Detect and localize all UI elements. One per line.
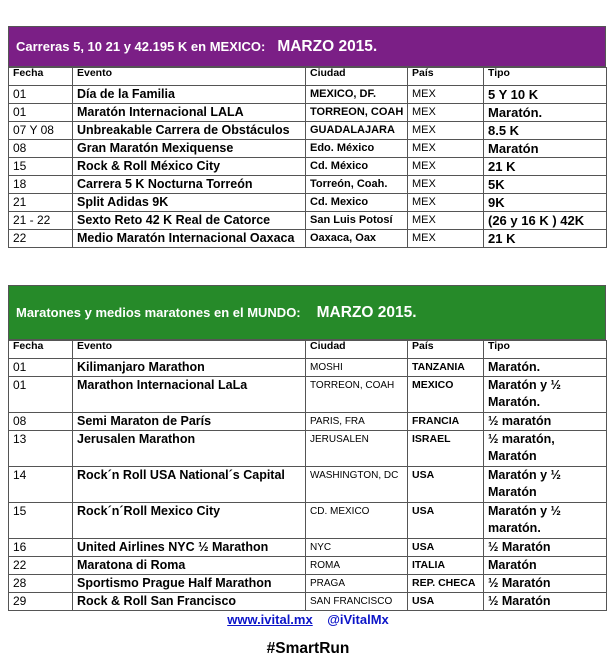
world-banner [8,285,606,340]
cell-fecha: 15 [9,158,73,176]
header-evento: Evento [73,68,306,86]
cell-fecha: 01 [9,104,73,122]
cell-evento: Día de la Familia [73,86,306,104]
cell-ciudad: ROMA [306,557,408,575]
cell-evento: Marathon Internacional LaLa [73,377,306,413]
cell-tipo: ½ Maratón [484,575,607,593]
mexico-section [8,26,606,248]
cell-tipo: 9K [484,194,607,212]
cell-ciudad: Cd. Mexico [306,194,408,212]
world-banner-month: MARZO 2015. [316,303,417,321]
cell-evento: Split Adidas 9K [73,194,306,212]
table-header-row [9,341,607,359]
cell-fecha: 21 [9,194,73,212]
cell-evento: Kilimanjaro Marathon [73,359,306,377]
cell-tipo: Maratón. [484,104,607,122]
cell-ciudad: WASHINGTON, DC [306,467,408,503]
cell-ciudad: GUADALAJARA [306,122,408,140]
cell-evento: Rock´n Roll USA National´s Capital [73,467,306,503]
cell-ciudad: TORREON, COAH [306,377,408,413]
table-row [9,104,607,122]
table-row [9,467,607,503]
cell-pais: MEX [408,140,484,158]
table-row [9,431,607,467]
mexico-banner-title: Carreras 5, 10 21 y 42.195 K en MEXICO: [16,39,266,54]
table-row [9,212,607,230]
table-row [9,557,607,575]
table-row [9,359,607,377]
cell-pais: MEX [408,176,484,194]
cell-ciudad: JERUSALEN [306,431,408,467]
cell-evento: Sexto Reto 42 K Real de Catorce [73,212,306,230]
cell-ciudad: TORREON, COAH [306,104,408,122]
mexico-races-table [8,67,607,248]
cell-fecha: 21 - 22 [9,212,73,230]
table-row [9,86,607,104]
cell-pais: MEX [408,158,484,176]
twitter-handle[interactable]: @iVitalMx [327,612,389,627]
cell-tipo: 8.5 K [484,122,607,140]
cell-pais: FRANCIA [408,413,484,431]
cell-evento: Rock´n´Roll Mexico City [73,503,306,539]
cell-fecha: 13 [9,431,73,467]
cell-tipo: 5 Y 10 K [484,86,607,104]
cell-evento: Carrera 5 K Nocturna Torreón [73,176,306,194]
cell-evento: Semi Maraton de París [73,413,306,431]
cell-evento: United Airlines NYC ½ Marathon [73,539,306,557]
cell-pais: ITALIA [408,557,484,575]
cell-tipo: (26 y 16 K ) 42K [484,212,607,230]
cell-ciudad: Cd. México [306,158,408,176]
cell-fecha: 14 [9,467,73,503]
cell-evento: Medio Maratón Internacional Oaxaca [73,230,306,248]
cell-fecha: 01 [9,86,73,104]
table-row [9,230,607,248]
cell-pais: USA [408,467,484,503]
cell-pais: MEX [408,230,484,248]
header-pais: País [408,68,484,86]
cell-fecha: 15 [9,503,73,539]
cell-ciudad: CD. MEXICO [306,503,408,539]
cell-ciudad: MOSHI [306,359,408,377]
cell-tipo: Maratón y ½ Maratón. [484,377,607,413]
cell-pais: MEX [408,122,484,140]
cell-ciudad: NYC [306,539,408,557]
cell-evento: Rock & Roll México City [73,158,306,176]
cell-fecha: 08 [9,413,73,431]
header-pais: País [408,341,484,359]
cell-pais: MEX [408,194,484,212]
table-row [9,413,607,431]
cell-evento: Maratona di Roma [73,557,306,575]
cell-ciudad: Edo. México [306,140,408,158]
cell-tipo: Maratón y ½ Maratón [484,467,607,503]
header-fecha: Fecha [9,68,73,86]
mexico-banner-month: MARZO 2015. [277,37,378,55]
header-ciudad: Ciudad [306,68,408,86]
cell-fecha: 28 [9,575,73,593]
cell-ciudad: Torreón, Coah. [306,176,408,194]
cell-ciudad: San Luis Potosí [306,212,408,230]
cell-tipo: 21 K [484,230,607,248]
cell-tipo: Maratón. [484,359,607,377]
table-row [9,593,607,611]
world-races-table [8,340,607,611]
cell-tipo: Maratón [484,557,607,575]
cell-pais: MEX [408,104,484,122]
cell-ciudad: SAN FRANCISCO [306,593,408,611]
cell-tipo: ½ maratón [484,413,607,431]
table-row [9,158,607,176]
header-ciudad: Ciudad [306,341,408,359]
cell-ciudad: PARIS, FRA [306,413,408,431]
cell-fecha: 01 [9,359,73,377]
table-row [9,539,607,557]
table-row [9,503,607,539]
cell-pais: MEX [408,212,484,230]
cell-ciudad: MEXICO, DF. [306,86,408,104]
table-row [9,575,607,593]
world-section [8,285,606,611]
cell-evento: Jerusalen Marathon [73,431,306,467]
cell-tipo: 5K [484,176,607,194]
table-row [9,176,607,194]
cell-pais: MEXICO [408,377,484,413]
table-row [9,140,607,158]
cell-evento: Rock & Roll San Francisco [73,593,306,611]
cell-evento: Sportismo Prague Half Marathon [73,575,306,593]
cell-tipo: ½ Maratón [484,539,607,557]
cell-fecha: 29 [9,593,73,611]
hashtag: #SmartRun [266,640,350,657]
table-row [9,122,607,140]
header-tipo: Tipo [484,68,607,86]
header-tipo: Tipo [484,341,607,359]
cell-evento: Gran Maratón Mexiquense [73,140,306,158]
table-header-row [9,68,607,86]
cell-ciudad: PRAGA [306,575,408,593]
world-banner-title: Maratones y medios maratones en el MUNDO: [16,305,301,320]
cell-pais: MEX [408,86,484,104]
cell-pais: TANZANIA [408,359,484,377]
cell-fecha: 18 [9,176,73,194]
cell-fecha: 01 [9,377,73,413]
cell-fecha: 22 [9,230,73,248]
cell-evento: Maratón Internacional LALA [73,104,306,122]
cell-pais: USA [408,503,484,539]
cell-tipo: Maratón y ½ maratón. [484,503,607,539]
mexico-banner [8,26,606,67]
footer-links [0,612,616,627]
cell-tipo: 21 K [484,158,607,176]
cell-tipo: ½ Maratón [484,593,607,611]
cell-pais: USA [408,539,484,557]
cell-evento: Unbreakable Carrera de Obstáculos [73,122,306,140]
header-evento: Evento [73,341,306,359]
cell-pais: USA [408,593,484,611]
cell-fecha: 07 Y 08 [9,122,73,140]
cell-tipo: Maratón [484,140,607,158]
cell-pais: REP. CHECA [408,575,484,593]
cell-fecha: 08 [9,140,73,158]
cell-fecha: 16 [9,539,73,557]
table-row [9,194,607,212]
table-row [9,377,607,413]
cell-ciudad: Oaxaca, Oax [306,230,408,248]
header-fecha: Fecha [9,341,73,359]
cell-fecha: 22 [9,557,73,575]
cell-pais: ISRAEL [408,431,484,467]
website-link[interactable]: www.ivital.mx [227,612,313,627]
cell-tipo: ½ maratón, Maratón [484,431,607,467]
